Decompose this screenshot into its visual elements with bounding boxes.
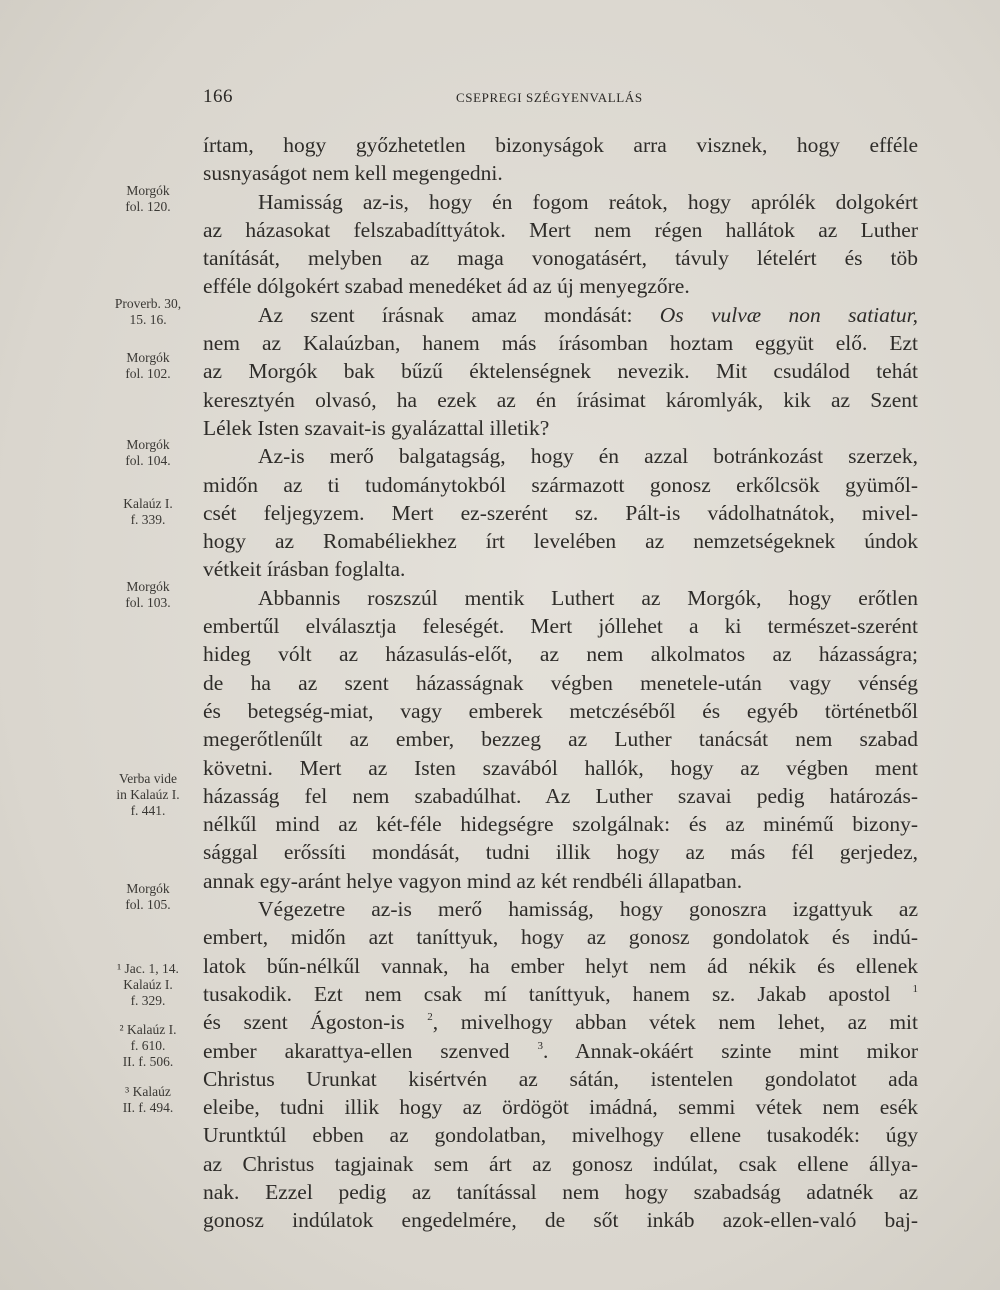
text-line: [203, 1037, 918, 1065]
text-line: házasság fel nem szabadúlhat. Az Luther szavai pedig határozás-: [203, 783, 918, 808]
footnote-ref: 3: [537, 1039, 543, 1052]
margin-note: [98, 881, 198, 913]
margin-note-line: f. 441.: [130, 803, 166, 818]
text-line: eleibe, tudni illik hogy az ördögöt imádná, semmi vétek nem esék: [203, 1095, 918, 1120]
text-line: hideg vólt az házasulás-előt, az nem alkolmatos az házasságra;: [203, 642, 918, 667]
text-segment: Az szent írásnak amaz mondását:: [258, 302, 633, 327]
margin-note: [98, 961, 198, 1009]
text-line: és betegség-miat, vagy emberek metczéséből és egyéb történetből: [203, 698, 918, 723]
margin-note-line: Morgók: [126, 183, 170, 198]
margin-note-line: Morgók: [126, 437, 170, 452]
margin-note-line: II. f. 506.: [122, 1054, 174, 1069]
text-line: [203, 980, 918, 1008]
text-line: keresztyén olvasó, ha ezek az én írásimat káromlyák, kik az Szent: [203, 387, 918, 412]
margin-note: [98, 771, 198, 819]
page-number: 166: [203, 86, 233, 107]
margin-note: [98, 579, 198, 611]
text-segment: . Annak-okáért szinte mint mikor: [542, 1038, 919, 1063]
margin-note-line: fol. 103.: [125, 595, 171, 610]
text-line: vétkeit írásban foglalta.: [203, 557, 406, 582]
margin-note-line: Kalaúz I.: [123, 977, 173, 992]
margin-note: [98, 1084, 198, 1116]
footnote-ref: 1: [912, 982, 919, 995]
text-segment: és szent Ágoston-is: [203, 1010, 405, 1035]
margin-note-line: Morgók: [126, 881, 170, 896]
margin-note-line: Morgók: [126, 350, 170, 365]
text-line: nak. Ezzel pedig az tanítással nem hogy szabadság adatnék az: [203, 1179, 918, 1204]
text-line: Az-is merő balgatagság, hogy én azzal botránkozást szerzek,: [258, 444, 918, 469]
margin-note-line: Proverb. 30,: [114, 296, 182, 311]
text-line: annak egy-aránt helye vagyon mind az két rendbéli állapatban.: [203, 868, 743, 893]
footnote-ref: 2: [427, 1011, 433, 1024]
text-line: efféle dólgokért szabad menedéket ád az új menyegzőre.: [203, 274, 690, 299]
margin-note-line: f. 329.: [130, 993, 166, 1008]
margin-note: [98, 296, 198, 328]
text-line: embertűl elválasztja feleségét. Mert jóllehet a ki természet-szerént: [203, 614, 918, 639]
text-line: az házasokat felszabadíttyátok. Mert nem régen hallátok az Luther: [203, 217, 918, 242]
margin-note-line: 15. 16.: [129, 312, 167, 327]
margin-note-line: in Kalaúz I.: [116, 787, 180, 802]
margin-note-line: Morgók: [126, 579, 170, 594]
margin-note: [98, 1022, 198, 1070]
text-line: hogy az Romabéliekhez írt levelében az nemzetségeknek úndok: [203, 529, 918, 554]
margin-note: [98, 183, 198, 215]
text-line: Lélek Isten szavait-is gyalázattal illetik?: [203, 415, 550, 440]
margin-note-line: fol. 105.: [125, 897, 171, 912]
page-header: [0, 86, 1000, 110]
margin-note-line: Kalaúz I.: [123, 496, 173, 511]
text-line: Végezetre az-is merő hamisság, hogy gonoszra izgattyuk az: [258, 897, 918, 922]
text-line: Uruntktúl ebben az gondolatban, mivelhogy ellene tusakodék: úgy: [203, 1123, 918, 1148]
margin-note-line: fol. 104.: [125, 453, 171, 468]
text-line: követni. Mert az Isten szavából hallók, hogy az végben ment: [203, 755, 918, 780]
text-line: gonosz indúlatok engedelmére, de sőt inkáb azok-ellen-való baj-: [203, 1208, 918, 1233]
text-line: az Christus tagjainak sem árt az gonosz indúlat, csak ellene állya-: [203, 1151, 918, 1176]
text-line: nem az Kalaúzban, hanem más írásomban hoztam eggyüt elő. Ezt: [203, 331, 918, 356]
text-line: Hamisság az-is, hogy én fogom reátok, hogy aprólék dolgokért: [258, 189, 918, 214]
margin-note: [98, 496, 198, 528]
margin-note: [98, 350, 198, 382]
text-line: az Morgók bak bűzű éktelenségnek nevezik. Mit csudálod tehát: [203, 359, 918, 384]
text-line: sággal erőssíti mondását, tudni illik hogy az más fél gerjedez,: [203, 840, 918, 865]
text-line: Christus Urunkat kisértvén az sátán, istentelen gondolatot ada: [203, 1066, 918, 1091]
text-segment: , mivelhogy abban vétek nem lehet, az mit: [432, 1010, 919, 1035]
text-line: latok bűn-nélkűl vannak, ha ember helyt nem ád nékik és ellenek: [203, 953, 918, 978]
text-line: midőn az ti tudománytokból származott gonosz erkőlcsök gyümől-: [203, 472, 918, 497]
margin-note-line: ² Kalaúz I.: [119, 1022, 177, 1037]
margin-note: [98, 437, 198, 469]
margin-note-line: ¹ Jac. 1, 14.: [117, 961, 179, 976]
margin-note-line: Verba vide: [118, 771, 178, 786]
margin-note-line: fol. 120.: [125, 199, 171, 214]
text-segment: tusakodik. Ezt nem csak mí taníttyuk, hanem sz. Jakab apostol: [203, 981, 891, 1006]
text-line: susnyaságot nem kell megengedni.: [203, 161, 503, 186]
text-line: embert, midőn azt taníttyuk, hogy az gonosz gondolatok és indú-: [203, 925, 918, 950]
margin-note-line: ³ Kalaúz: [125, 1084, 171, 1099]
margin-note-line: f. 339.: [130, 512, 166, 527]
text-line: csét feljegyzem. Mert ez-szerént sz. Pált-is vádolhatnátok, mivel-: [203, 500, 918, 525]
main-text: [203, 131, 918, 1235]
text-line: írtam, hogy győzhetetlen bizonyságok arra visznek, hogy efféle: [203, 133, 918, 157]
margin-note-line: f. 610.: [130, 1038, 166, 1053]
text-line: [203, 1008, 918, 1036]
text-line: [203, 301, 918, 329]
text-line: Abbannis roszszúl mentik Luthert az Morgók, hogy erőtlen: [258, 585, 918, 610]
text-line: de ha az szent házasságnak végben menetele-után vagy vénség: [203, 670, 918, 695]
text-line: megerőtlenűlt az ember, bezzeg az Luther tanácsát nem szabad: [203, 727, 918, 752]
text-line: tanítását, melyben az maga vonogatásért, távuly lételért és töb: [203, 246, 918, 271]
running-title: CSEPREGI SZÉGYENVALLÁS: [456, 90, 643, 105]
margin-note-line: fol. 102.: [125, 366, 171, 381]
text-line: nélkűl mind az két-féle hidegségre szolgálnak: és az minémű bizony-: [203, 812, 918, 837]
text-segment: ember akarattya-ellen szenved: [203, 1038, 510, 1063]
margin-note-line: II. f. 494.: [122, 1100, 174, 1115]
latin-quote: Os vulvæ non satiatur,: [659, 302, 918, 327]
